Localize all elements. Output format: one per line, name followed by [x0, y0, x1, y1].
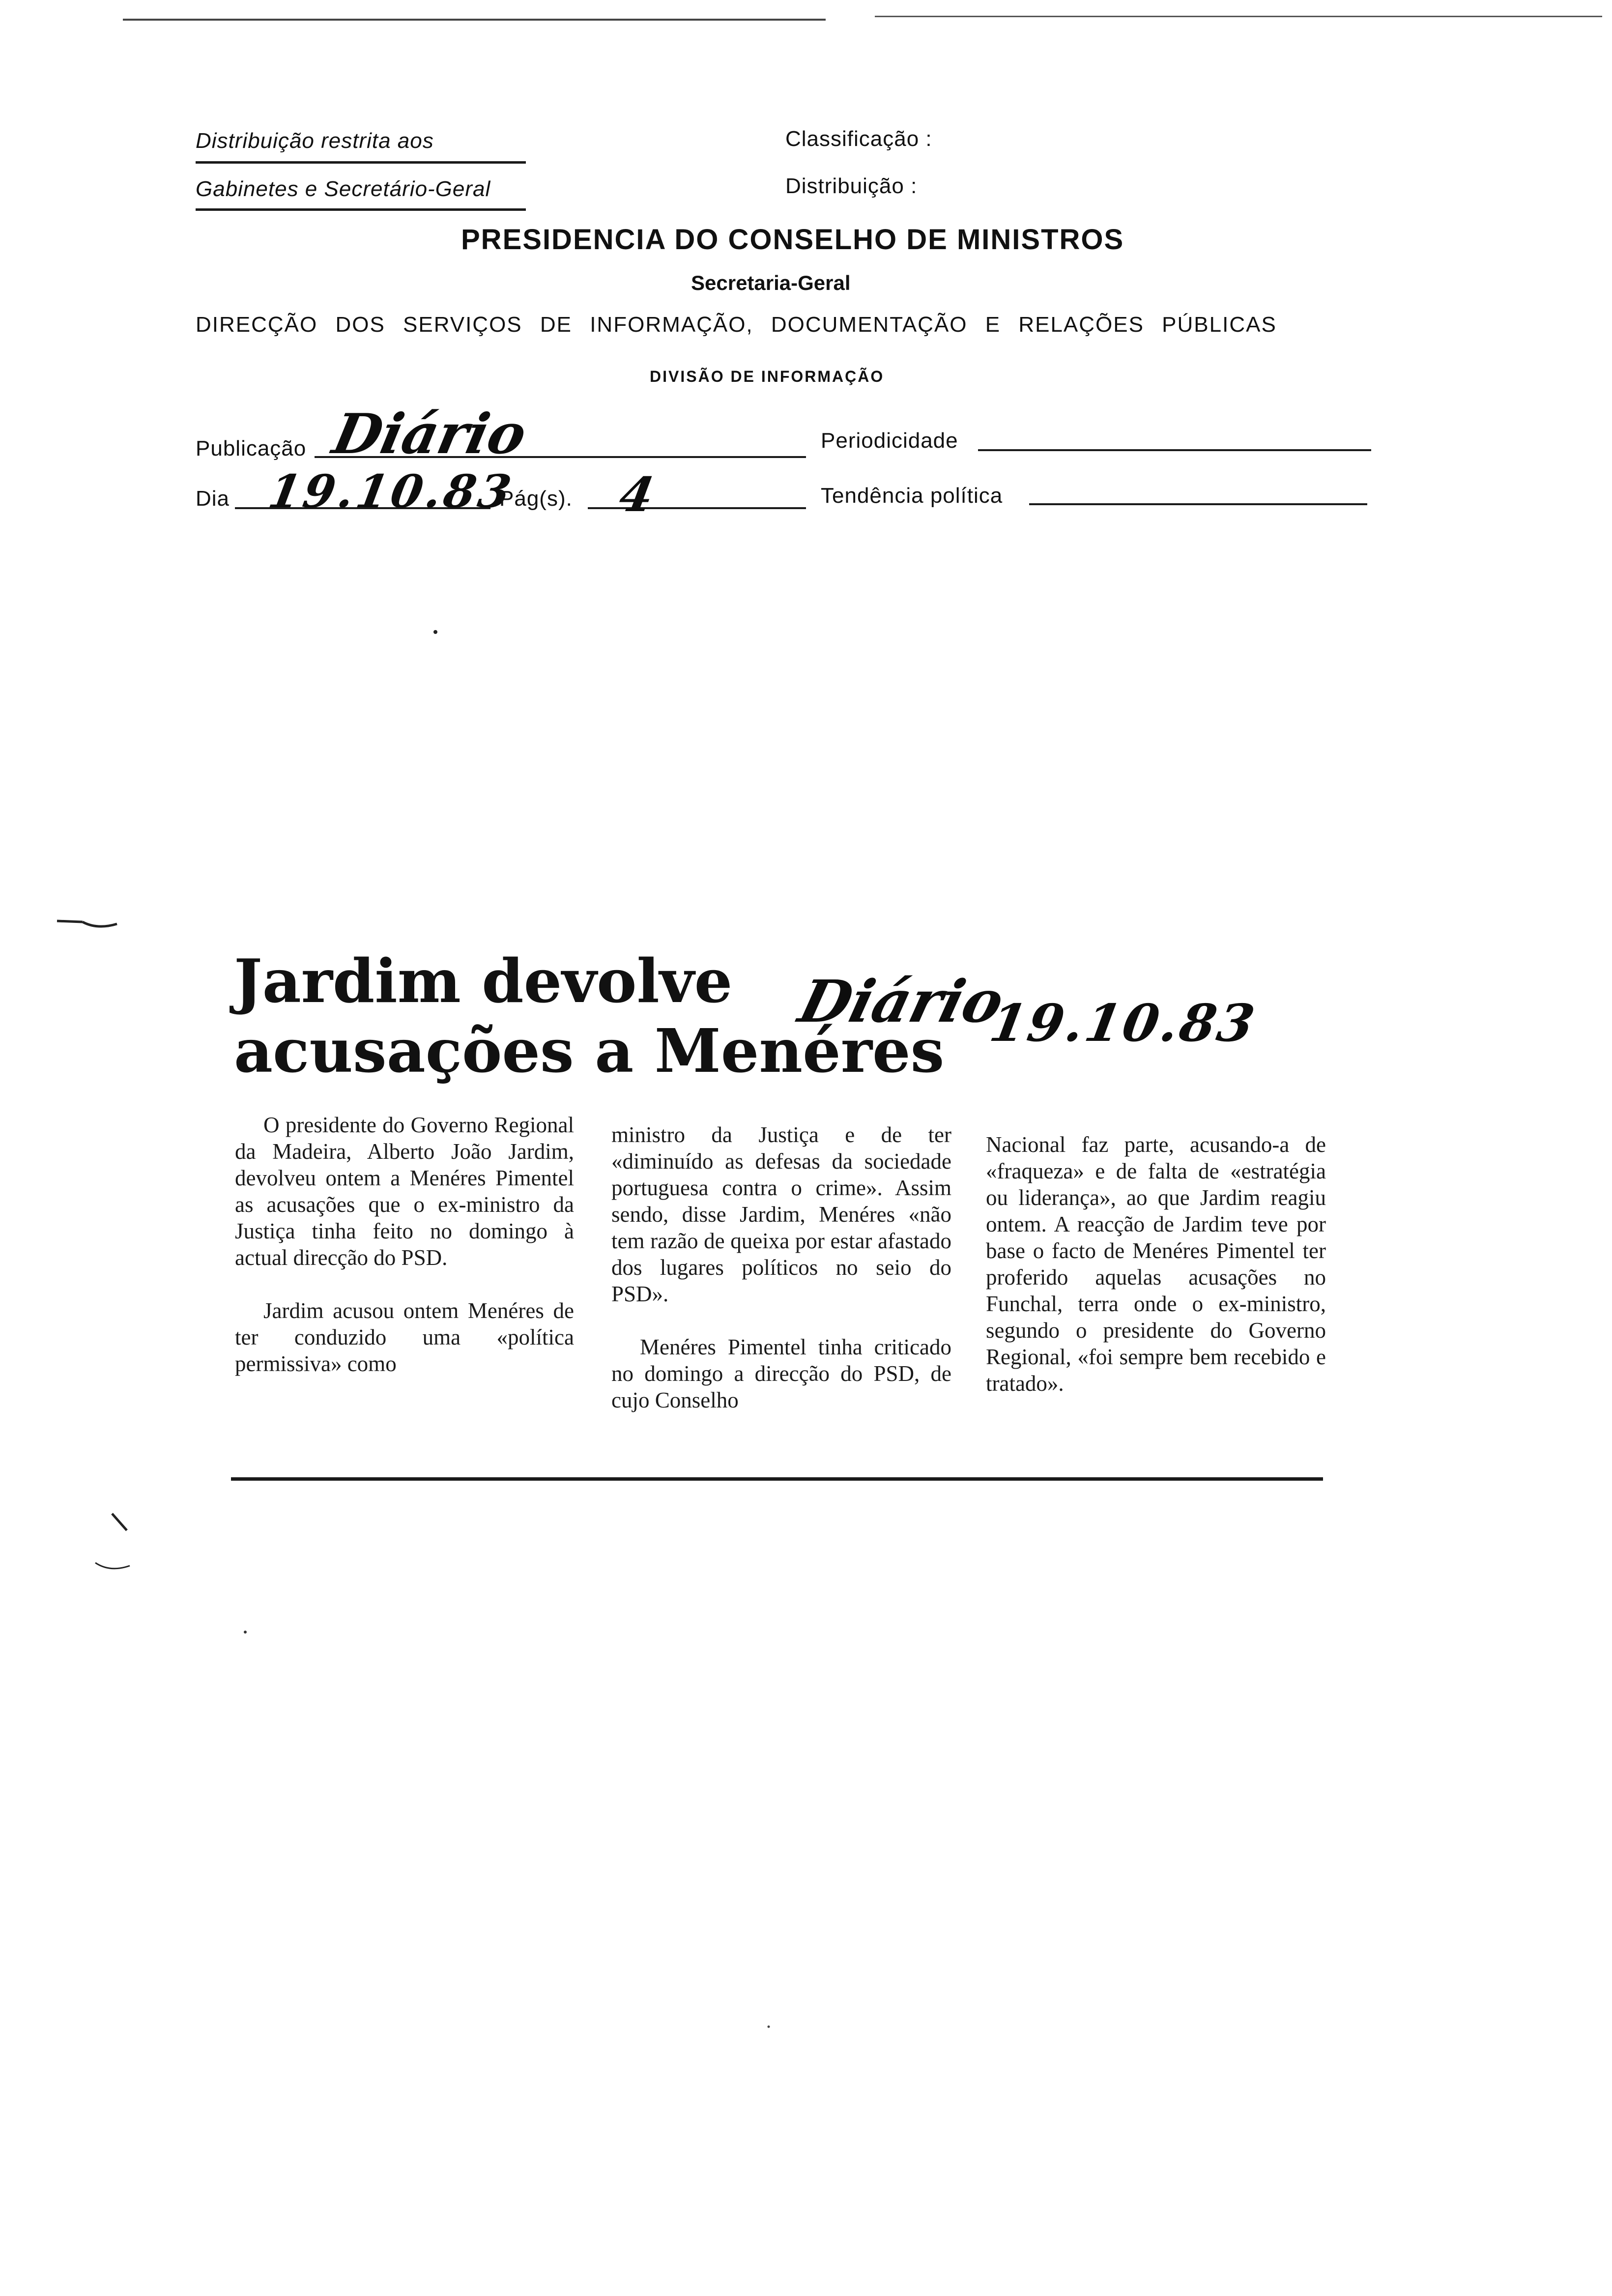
tendencia-line: [1029, 503, 1367, 505]
dia-handwritten: 19.10.83: [264, 465, 518, 518]
scan-mark-dot-2: [243, 1630, 248, 1635]
annotation-date-handwritten: 19.10.83: [985, 993, 1261, 1053]
column-2-paragraph-1: ministro da Justiça e de ter «diminuído as defesas da sociedade portuguesa contra o crime». Assim sendo, disse Jardim, Menéres «não tem razão de queixa por estar afastado dos lugares políticos no seio do PSD».: [611, 1122, 951, 1306]
publicacao-handwritten: Diário: [327, 402, 532, 466]
dia-label: Dia: [196, 487, 230, 511]
tendencia-label: Tendência política: [821, 484, 1003, 508]
restricted-distribution-line2: Gabinetes e Secretário-Geral: [196, 177, 491, 201]
article-column-2: [611, 1121, 951, 1413]
scan-mark-dot-3: [767, 2025, 771, 2029]
article-headline-line1: Jardim devolve: [234, 946, 733, 1016]
pags-handwritten: 4: [615, 467, 658, 522]
distribuicao-label: Distribuição :: [785, 174, 918, 198]
department-title: DIRECÇÃO DOS SERVIÇOS DE INFORMAÇÃO, DOCUMENTAÇÃO E RELAÇÕES PÚBLICAS: [196, 313, 1277, 337]
article-column-3: [986, 1131, 1326, 1397]
periodicidade-label: Periodicidade: [821, 429, 958, 453]
division-title: DIVISÃO DE INFORMAÇÃO: [650, 368, 885, 385]
restricted-distribution-line1: Distribuição restrita aos: [196, 129, 434, 153]
article-headline-line2: acusações a Menéres: [234, 1015, 945, 1086]
column-2-paragraph-2: Menéres Pimentel tinha criticado no domingo a direcção do PSD, de cujo Conselho: [611, 1335, 951, 1412]
column-3-paragraph-1: Nacional faz parte, acusando-a de «fraqueza» e de falta de «estratégia ou liderança», ao que Jardim reagiu ontem. A reacção de Jardim teve por base o facto de Menéres Pimentel ter proferido aquelas acusações no Funchal, terra onde o ex-ministro, segundo o presidente do Governo Regional, «foi sempre bem recebido e tratado».: [986, 1132, 1326, 1396]
column-1-paragraph-2: Jardim acusou ontem Menéres de ter conduzido uma «política permissiva» como: [235, 1298, 574, 1376]
scan-mark-left-tick: [88, 1509, 143, 1578]
annotation-source-handwritten: Diário: [792, 967, 1011, 1035]
top-edge-line: [123, 19, 826, 21]
restricted-underline-1: [196, 161, 526, 164]
article-column-1: [235, 1112, 574, 1377]
publicacao-label: Publicação: [196, 436, 307, 460]
classificacao-label: Classificação :: [785, 127, 932, 151]
org-title: PRESIDENCIA DO CONSELHO DE MINISTROS: [461, 224, 1124, 256]
scan-mark-dot: [432, 629, 438, 635]
column-1-paragraph-1: O presidente do Governo Regional da Madeira, Alberto João Jardim, devolveu ontem a Menéres Pimentel as acusações que o ex-ministro da Justiça tinha feito no domingo à actual direcção do PSD.: [235, 1113, 574, 1270]
scan-mark-left-dash: [53, 913, 127, 933]
pags-label: Pág(s).: [499, 487, 573, 511]
periodicidade-line: [978, 449, 1371, 451]
article-bottom-rule: [231, 1477, 1323, 1481]
restricted-underline-2: [196, 208, 526, 211]
top-edge-line-right: [875, 16, 1602, 17]
org-subtitle: Secretaria-Geral: [691, 271, 851, 294]
